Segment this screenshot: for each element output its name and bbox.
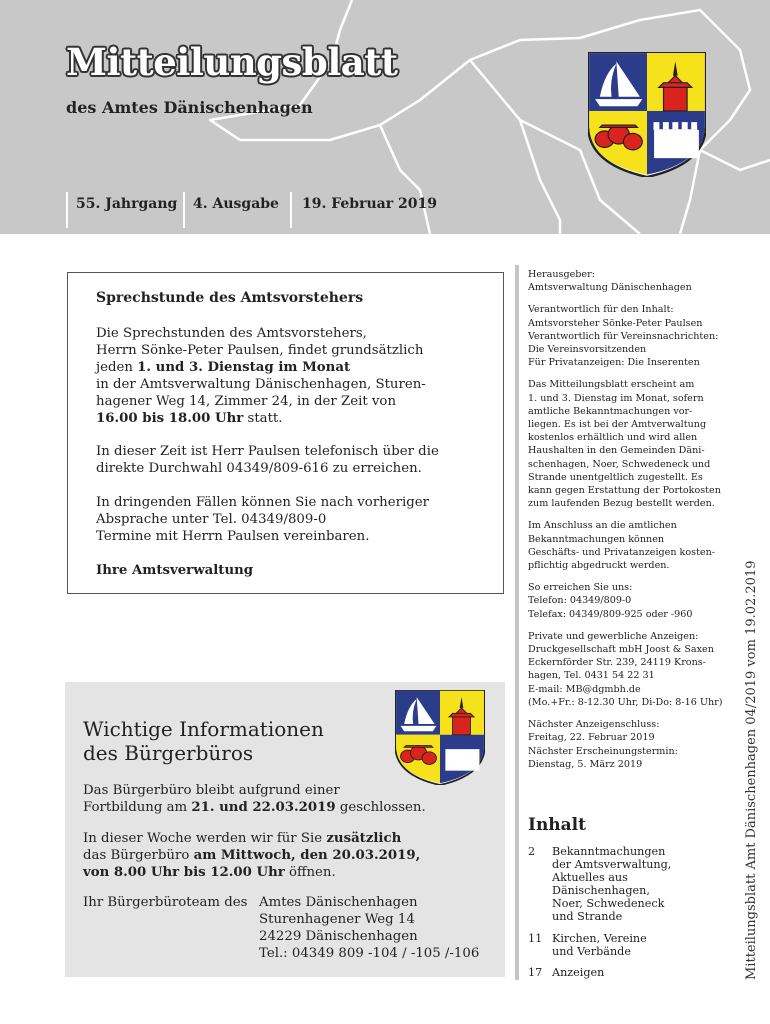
publication-info-block <box>528 378 738 510</box>
text-line: hagen, Tel. 0431 54 22 31 <box>528 670 655 682</box>
text-line: Bekanntmachungen <box>552 845 666 858</box>
text-line <box>83 847 493 864</box>
text-line: liegen. Es ist bei der Amtverwaltung <box>528 419 707 431</box>
label: Private und gewerbliche Anzeigen: <box>528 630 699 642</box>
signature: Ihre Amtsverwaltung <box>96 563 254 578</box>
issue-label: 4. Ausgabe <box>193 196 279 212</box>
value: Für Privatanzeigen: Die Inserenten <box>528 357 700 369</box>
text-line: (Mo.+Fr.: 8-12.30 Uhr, Di-Do: 8-16 Uhr) <box>528 696 723 708</box>
value: Verantwortlich für Vereinsnachrichten: <box>528 330 719 342</box>
emphasis: zusätzlich <box>326 831 402 846</box>
text-line: 24229 Dänischenhagen <box>259 929 418 944</box>
text-line: zum laufenden Bezug bestellt werden. <box>528 498 715 510</box>
text-line: Haushalten in den Gemeinden Däni- <box>528 445 705 457</box>
text: öffnen. <box>284 865 336 880</box>
column-divider <box>515 265 519 980</box>
text-line: kann gegen Erstattung der Portokosten <box>528 485 721 497</box>
text-line: und Verbände <box>552 945 631 958</box>
paragraph <box>83 782 493 816</box>
label: So erreichen Sie uns: <box>528 582 633 594</box>
text-line: Strande unentgeltlich zugestellt. Es <box>528 471 703 483</box>
date-label: 19. Februar 2019 <box>302 196 437 212</box>
text: jeden <box>96 360 138 375</box>
text-line: Im Anschluss an die amtlichen <box>528 520 677 532</box>
page-title: Mitteilungsblatt <box>66 40 398 84</box>
text-line: Noer, Schwedeneck <box>552 897 665 910</box>
emphasis: 21. und 22.03.2019 <box>191 800 336 815</box>
label: Nächster Anzeigenschluss: <box>528 719 660 731</box>
text: das Bürgerbüro <box>83 848 194 863</box>
emphasis: am Mittwoch, den 20.03.2019, <box>193 848 421 863</box>
text-line: Kirchen, Vereine <box>552 932 647 945</box>
text-line: Druckgesellschaft mbH Joost & Saxen <box>528 644 714 656</box>
text-line: schenhagen, Noer, Schwedeneck und <box>528 458 711 470</box>
toc-text <box>552 966 692 979</box>
text: geschlossen. <box>335 800 426 815</box>
section-heading: Sprechstunde des Amtsvorstehers <box>96 290 364 306</box>
text-line <box>96 359 496 376</box>
text-line: Das Bürgerbüro bleibt aufgrund einer <box>83 783 340 798</box>
contact-block <box>528 581 738 621</box>
value: Dienstag, 5. März 2019 <box>528 758 643 770</box>
toc-page: 2 <box>528 845 536 858</box>
text-line: pflichtig abgedruckt werden. <box>528 560 670 572</box>
publisher-block <box>528 268 738 294</box>
emphasis: 16.00 bis 18.00 Uhr <box>96 411 244 426</box>
label: Verantwortlich für den Inhalt: <box>528 304 674 316</box>
text-line: Sturenhagener Weg 14 <box>259 912 415 927</box>
paragraph <box>96 443 496 477</box>
ads-info-block <box>528 519 738 572</box>
masthead <box>0 0 770 234</box>
text-line: In dringenden Fällen können Sie nach vorheriger <box>96 495 429 510</box>
text-line <box>83 799 493 816</box>
section-heading <box>83 717 324 765</box>
advertising-contact-block <box>528 630 738 709</box>
text-line: kostenlos erhältlich und wird allen <box>528 432 698 444</box>
text-line: der Amtsverwaltung, <box>552 858 672 871</box>
coat-of-arms-icon <box>395 690 485 785</box>
text-line: Tel.: 04349 809 -104 / -105 /-106 <box>259 946 480 961</box>
label: Nächster Erscheinungstermin: <box>528 745 678 757</box>
text-line: Herrn Sönke-Peter Paulsen, findet grundsätzlich <box>96 343 424 358</box>
volume-label: 55. Jahrgang <box>76 196 178 212</box>
emphasis: 1. und 3. Dienstag im Monat <box>137 360 351 375</box>
team-label: Ihr Bürgerbüroteam des <box>83 895 248 910</box>
text-line: Aktuelles aus <box>552 871 628 884</box>
sprechstunde-box <box>67 272 504 594</box>
text-line: In dieser Zeit ist Herr Paulsen telefonisch über die <box>96 444 439 459</box>
text-line: Anzeigen <box>552 966 605 979</box>
text-line <box>83 830 493 847</box>
toc-page: 17 <box>528 966 543 979</box>
toc-text <box>552 932 692 958</box>
impressum-sidebar <box>528 268 738 780</box>
next-issue-block <box>528 718 738 771</box>
paragraph <box>96 325 496 427</box>
address-block <box>259 894 489 962</box>
divider <box>66 192 68 228</box>
responsible-block <box>528 303 738 369</box>
value: Freitag, 22. Februar 2019 <box>528 732 655 744</box>
text-line: und Strande <box>552 910 623 923</box>
paragraph <box>83 830 493 881</box>
text-line: Dänischenhagen, <box>552 884 650 897</box>
text-line: Geschäfts- und Privatanzeigen kosten- <box>528 546 716 558</box>
email: E-mail: MB@dgmbh.de <box>528 683 641 695</box>
text-line: Absprache unter Tel. 04349/809-0 <box>96 512 327 527</box>
emphasis: von 8.00 Uhr bis 12.00 Uhr <box>83 865 285 880</box>
divider <box>183 192 185 228</box>
value: Amtsverwaltung Dänischenhagen <box>528 282 692 294</box>
toc-page: 11 <box>528 932 543 945</box>
text-line: amtliche Bekanntmachungen vor- <box>528 405 693 417</box>
heading-line: des Bürgerbüros <box>83 741 254 765</box>
toc-text <box>552 845 692 923</box>
text-line: hagener Weg 14, Zimmer 24, in der Zeit von <box>96 394 397 409</box>
text-line: in der Amtsverwaltung Dänischenhagen, Sturen- <box>96 377 426 392</box>
paragraph <box>96 494 496 545</box>
text-line: Termine mit Herrn Paulsen vereinbaren. <box>96 529 370 544</box>
coat-of-arms-icon <box>588 52 706 177</box>
page-subtitle: des Amtes Dänischenhagen <box>66 98 313 117</box>
value: Die Vereinsvorsitzenden <box>528 344 647 356</box>
text-line: Das Mitteilungsblatt erscheint am <box>528 379 695 391</box>
text-line: Die Sprechstunden des Amtsvorstehers, <box>96 326 367 341</box>
text-line: direkte Durchwahl 04349/809-616 zu erreichen. <box>96 461 422 476</box>
value: Amtsvorsteher Sönke-Peter Paulsen <box>528 317 703 329</box>
text: statt. <box>243 411 283 426</box>
label: Herausgeber: <box>528 269 595 280</box>
vertical-footer-text: Mitteilungsblatt Amt Dänischenhagen 04/2019 vom 19.02.2019 <box>744 560 759 980</box>
text-line: Amtes Dänischenhagen <box>259 895 418 910</box>
text-line: Bekanntmachungen können <box>528 533 665 545</box>
text: In dieser Woche werden wir für Sie <box>83 831 327 846</box>
phone: Telefon: 04349/809-0 <box>528 595 632 607</box>
divider <box>290 192 292 228</box>
text-line: Eckernförder Str. 239, 24119 Krons- <box>528 657 706 669</box>
heading-line: Wichtige Informationen <box>83 717 324 741</box>
fax: Telefax: 04349/809-925 oder -960 <box>528 608 693 620</box>
text-line: 1. und 3. Dienstag im Monat, sofern <box>528 392 704 404</box>
toc-heading: Inhalt <box>528 815 586 835</box>
text-line <box>83 864 493 881</box>
text: Fortbildung am <box>83 800 192 815</box>
text-line <box>96 410 496 427</box>
